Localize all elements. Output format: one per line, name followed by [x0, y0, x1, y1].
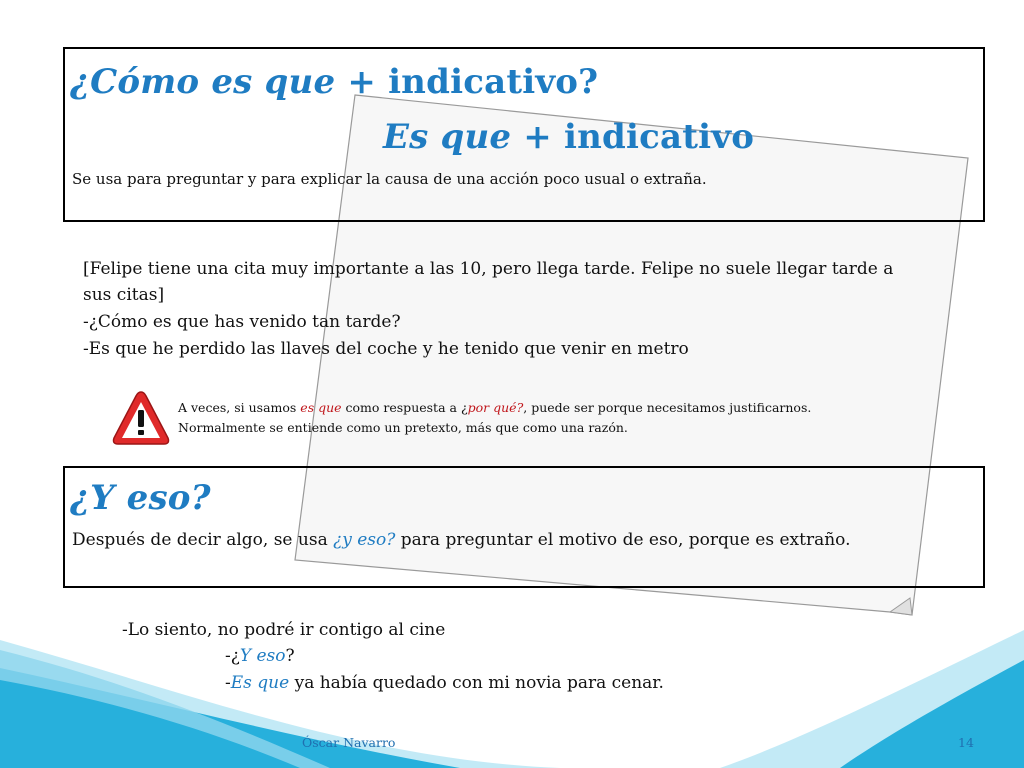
section2-description — [72, 530, 851, 550]
note-por-que: por qué? — [467, 400, 524, 415]
dialog-text: -¿ — [225, 646, 240, 666]
dialog-text: ? — [285, 646, 295, 666]
dialog-y-eso: Y eso — [239, 646, 286, 666]
desc-text: Después de decir algo, se usa — [72, 530, 334, 550]
example1-line: -Es que he perdido las llaves del coche y he tenido que venir en metro — [83, 339, 689, 359]
warning-triangle-icon — [110, 388, 172, 448]
heading-indicativo: indicativo — [563, 117, 755, 157]
note-es-que: es que — [300, 400, 342, 415]
page-number: 14 — [958, 735, 974, 750]
note-text: A veces, si usamos — [178, 400, 301, 415]
desc-y-eso: ¿y eso? — [333, 530, 396, 550]
heading-es-que-italic: Es que — [383, 117, 512, 157]
plus-sign: + — [511, 117, 564, 157]
note-text: , puede ser porque necesitamos justificarnos. — [523, 400, 812, 415]
note-text: como respuesta a — [341, 400, 461, 415]
warning-note-line1 — [178, 400, 811, 415]
heading-indicativo: indicativo? — [388, 62, 599, 102]
dialog-text: - — [225, 673, 231, 693]
note-text: ¿ — [460, 400, 468, 415]
heading-y-eso: ¿Y eso? — [70, 478, 211, 518]
heading-como-es-que-italic: ¿Cómo es que — [70, 62, 336, 102]
heading-es-que — [383, 117, 754, 157]
desc-text: para preguntar el motivo de eso, porque es extraño. — [395, 530, 851, 550]
plus-sign: + — [335, 62, 389, 102]
example1-line: sus citas] — [83, 285, 165, 305]
footer-author: Óscar Navarro — [302, 735, 396, 750]
dialog-text: ya había quedado con mi novia para cenar. — [289, 673, 664, 693]
example1-line: [Felipe tiene una cita muy importante a las 10, pero llega tarde. Felipe no suele llegar tarde a — [83, 259, 894, 279]
example2-line — [225, 646, 295, 666]
dialog-es-que: Es que — [230, 673, 290, 693]
section1-description: Se usa para preguntar y para explicar la causa de una acción poco usual o extraña. — [72, 170, 707, 188]
heading-como-es-que — [70, 62, 598, 102]
example1-line: -¿Cómo es que has venido tan tarde? — [83, 312, 401, 332]
warning-note-line2: Normalmente se entiende como un pretexto, más que como una razón. — [178, 420, 628, 435]
example2-line: -Lo siento, no podré ir contigo al cine — [122, 620, 446, 640]
example2-line — [225, 673, 664, 693]
